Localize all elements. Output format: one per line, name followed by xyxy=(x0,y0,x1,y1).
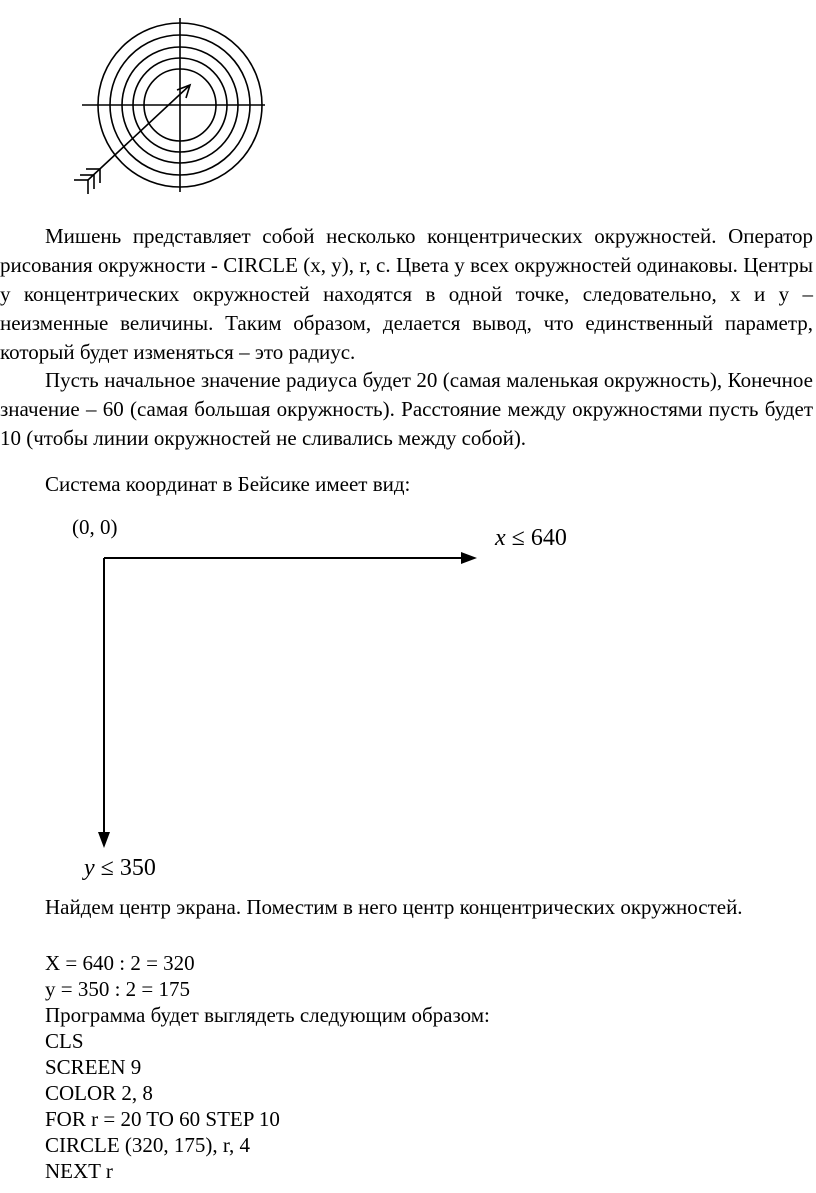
origin-label: (0, 0) xyxy=(72,515,118,539)
y-relation: ≤ xyxy=(100,855,114,881)
calculation-x: X = 640 : 2 = 320 xyxy=(45,951,195,975)
code-line: FOR r = 20 TO 60 STEP 10 xyxy=(45,1107,280,1131)
y-variable: y xyxy=(84,855,95,881)
y-limit-label xyxy=(84,855,156,882)
coordinate-axes-diagram xyxy=(0,505,816,885)
code-line: SCREEN 9 xyxy=(45,1055,142,1079)
x-relation: ≤ xyxy=(511,525,525,551)
code-line: CLS xyxy=(45,1029,84,1053)
code-line: CIRCLE (320, 175), r, 4 xyxy=(45,1133,251,1157)
x-axis-arrowhead xyxy=(461,552,477,564)
paragraph-target-description: Мишень представляет собой несколько концентрических окружностей. Оператор рисования окружности - CIRCLE (x, y), r, c. Цвета у всех окружностей одинаковы. Центры у концентрических окружностей находятся в одной точке, следовательно, x и y – неизменные величины. Таким образом, делается вывод, что единственный параметр, который будет изменяться – это радиус. xyxy=(0,224,813,364)
code-line: NEXT r xyxy=(45,1159,113,1183)
y-axis-arrowhead xyxy=(98,832,110,848)
paragraph-coordinate-system-intro: Система координат в Бейсике имеет вид: xyxy=(45,472,411,496)
x-limit-label xyxy=(495,525,567,552)
paragraph-screen-center: Найдем центр экрана. Поместим в него центр концентрических окружностей. xyxy=(45,895,743,919)
paragraph-radius-values: Пусть начальное значение радиуса будет 20 (самая маленькая окружность), Конечное значение – 60 (самая большая окружность). Расстояние между окружностями пусть будет 10 (чтобы линии окружностей не сливались между собой). xyxy=(0,368,813,450)
concentric-circles-target-with-arrow-icon xyxy=(74,18,265,194)
x-variable: x xyxy=(495,525,506,551)
y-max-value: 350 xyxy=(119,855,156,881)
code-line: COLOR 2, 8 xyxy=(45,1081,153,1105)
calculation-y: y = 350 : 2 = 175 xyxy=(45,977,191,1001)
target-figure xyxy=(60,10,270,200)
x-max-value: 640 xyxy=(530,525,567,551)
program-intro: Программа будет выглядеть следующим образом: xyxy=(45,1003,490,1027)
